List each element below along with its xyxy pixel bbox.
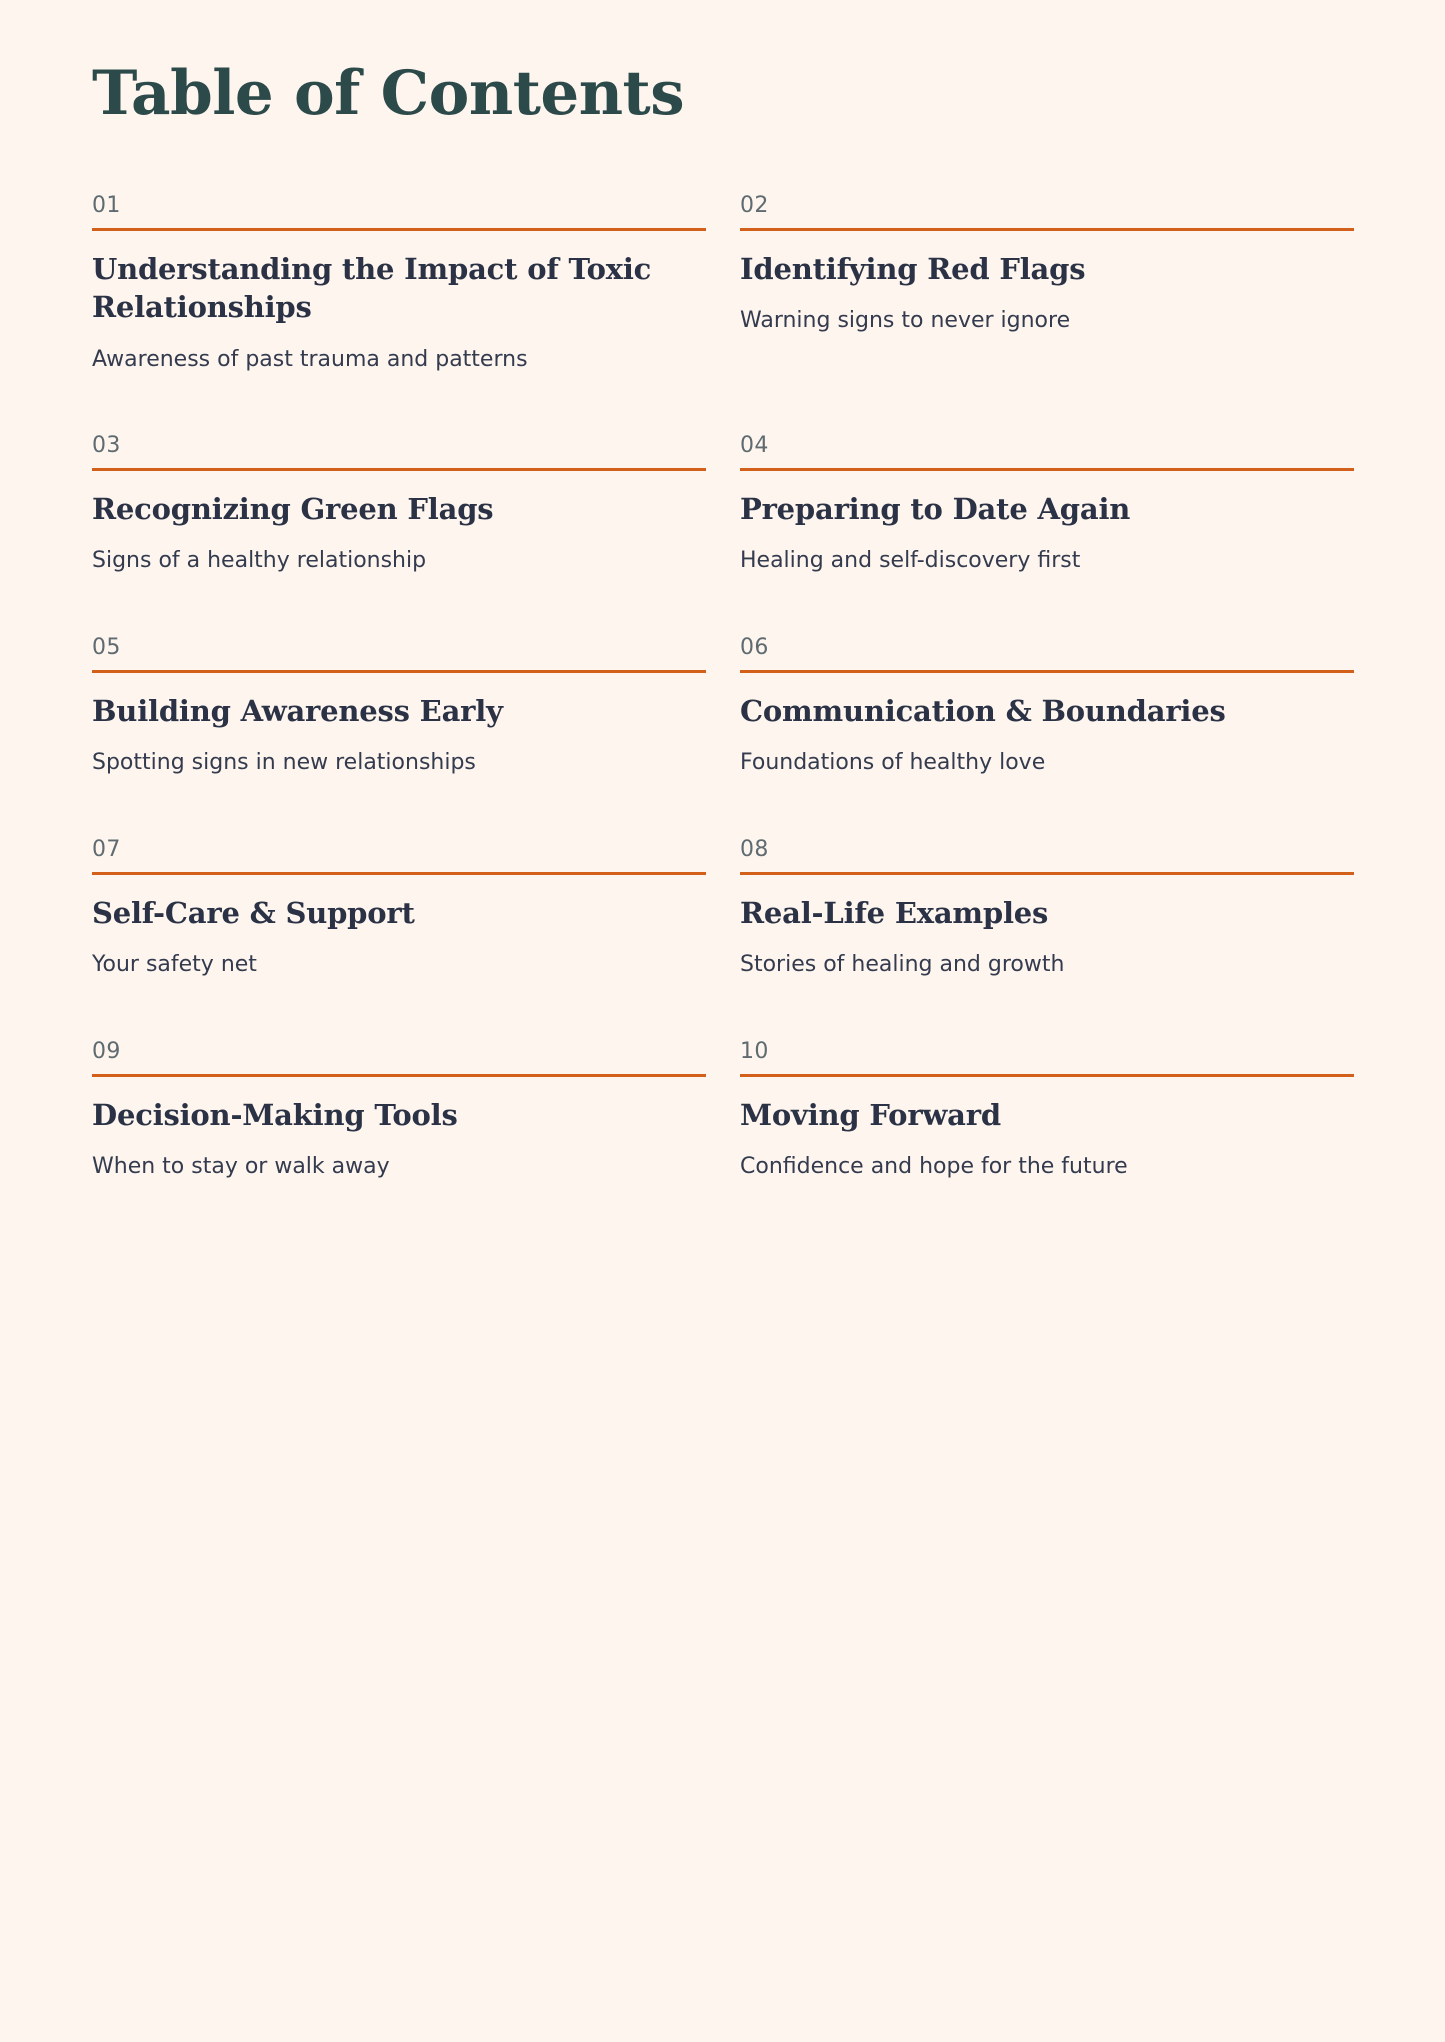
entry-number: 10 [740,1039,769,1065]
entry-divider-rule [740,1074,1354,1077]
entry-title[interactable]: Moving Forward [740,1098,1001,1133]
entry-number: 06 [740,635,769,661]
entry-description: Confidence and hope for the future [740,1154,1128,1180]
entry-number: 05 [92,635,121,661]
toc-entry-05[interactable] [92,637,706,778]
entry-divider-rule [740,468,1354,471]
row-spacer [740,778,1354,839]
entry-divider-rule [740,670,1354,673]
entry-number: 01 [92,193,121,218]
row-spacer [740,576,1354,637]
toc-entry-08[interactable] [740,839,1354,980]
entry-divider-rule [740,872,1354,875]
entry-number: 04 [740,433,769,459]
entry-divider-rule [740,228,1354,231]
entry-divider-rule [92,872,706,875]
row-spacer [92,576,706,637]
row-spacer [740,980,1354,1041]
entry-title[interactable]: Self-Care & Support [92,896,415,931]
toc-entry-06[interactable] [740,637,1354,778]
toc-entry-01[interactable] [92,195,706,374]
entry-description: Spotting signs in new relationships [92,750,476,776]
toc-entry-10[interactable] [740,1041,1354,1182]
entry-title[interactable]: Preparing to Date Again [740,492,1131,527]
entry-title[interactable]: Decision-Making Tools [92,1098,458,1133]
entry-title[interactable]: Building Awareness Early [92,694,503,729]
toc-entry-03[interactable] [92,435,706,576]
entry-description: Healing and self-discovery first [740,548,1081,574]
row-spacer [92,980,706,1041]
entry-title[interactable]: Identifying Red Flags [740,252,1086,286]
entry-description: When to stay or walk away [92,1154,390,1180]
entry-description: Signs of a healthy relationship [92,548,427,574]
entry-title[interactable]: Understanding the Impact of Toxic Relationships [92,252,652,325]
entry-title[interactable]: Real-Life Examples [740,896,1049,931]
entry-description: Your safety net [92,952,257,978]
toc-entry-02[interactable] [740,195,1354,374]
entry-description: Stories of healing and growth [740,952,1065,978]
entry-divider-rule [92,1074,706,1077]
toc-entry-09[interactable] [92,1041,706,1182]
entry-divider-rule [92,670,706,673]
entry-number: 03 [92,433,121,459]
entry-number: 02 [740,193,769,218]
entry-number: 07 [92,837,121,863]
entry-divider-rule [92,228,706,231]
entry-title[interactable]: Recognizing Green Flags [92,492,494,527]
entry-number: 08 [740,837,769,863]
toc-entry-07[interactable] [92,839,706,980]
entry-title[interactable]: Communication & Boundaries [740,694,1226,729]
entry-divider-rule [92,468,706,471]
toc-entry-04[interactable] [740,435,1354,576]
page-title: Table of Contents [92,58,685,129]
row-spacer [92,778,706,839]
entry-number: 09 [92,1039,121,1065]
row-spacer [92,374,706,435]
row-spacer [740,374,1354,435]
toc-entry-grid [92,195,1354,1182]
entry-description: Foundations of healthy love [740,750,1046,776]
entry-description: Awareness of past trauma and patterns [92,346,528,372]
entry-description: Warning signs to never ignore [740,308,1071,334]
